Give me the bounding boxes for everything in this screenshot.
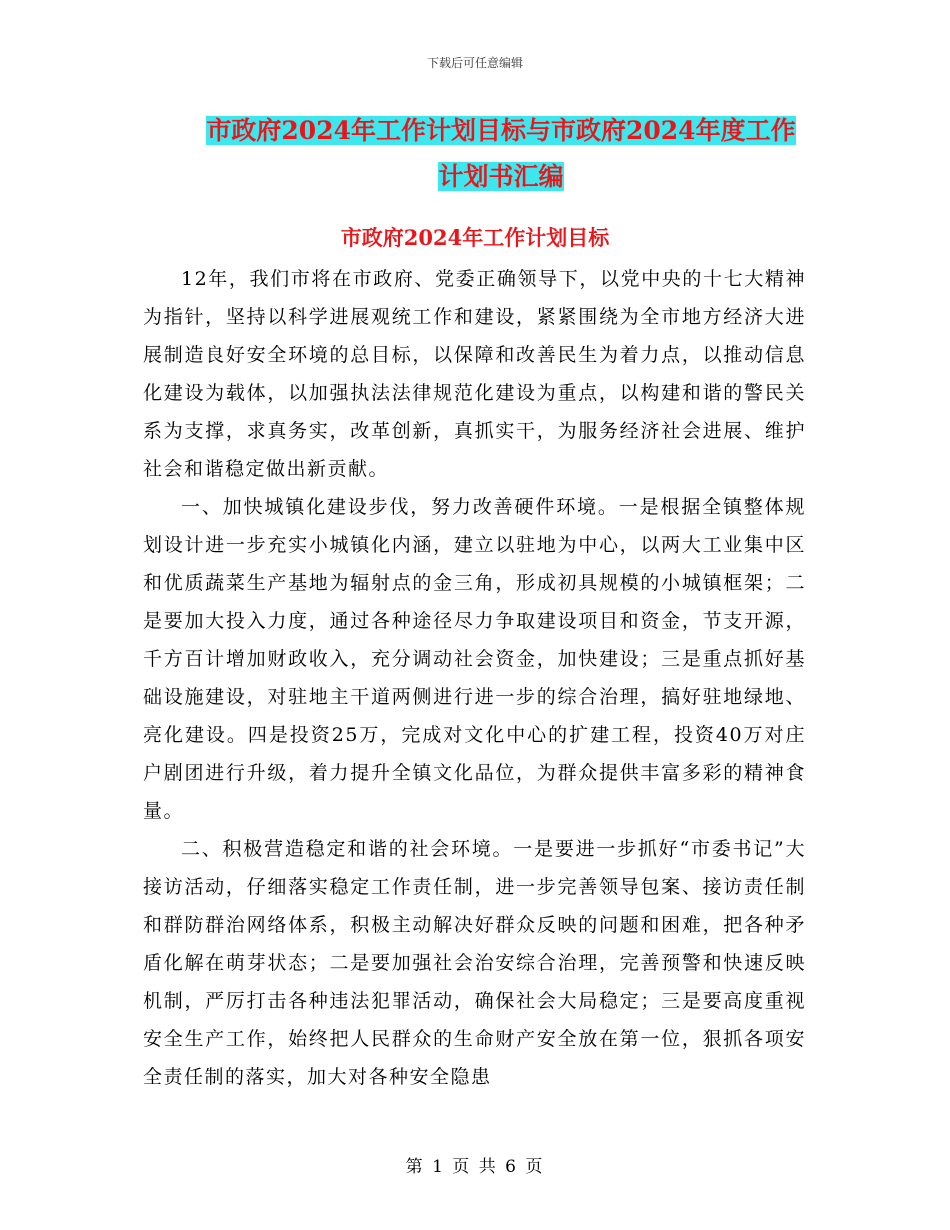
document-title-line-2: 计划书汇编 [438, 162, 564, 191]
paragraph-urbanization: 一、加快城镇化建设步伐，努力改善硬件环境。一是根据全镇整体规划设计进一步充实小城镇化内涵，建立以驻地为中心，以两大工业集中区和优质蔬菜生产基地为辐射点的金三角，形成初具规模的小城镇框架；二是要加大投入力度，通过各种途径尽力争取建设项目和资金，节支开源，千方百计增加财政收入，充分调动社会资金，加快建设；三是重点抓好基础设施建设，对驻地主干道两侧进行进一步的综合治理，搞好驻地绿地、亮化建设。四是投资25万，完成对文化中心的扩建工程，投资40万对庄户剧团进行升级，着力提升全镇文化品位，为群众提供丰富多彩的精神食量。 [143, 496, 806, 822]
document-body [143, 260, 806, 1096]
header-note: 下载后可任意编辑 [426, 56, 523, 70]
section-title: 市政府2024年工作计划目标 [340, 225, 610, 250]
document-title-line-1: 市政府2024年工作计划目标与市政府2024年度工作 [206, 116, 796, 145]
paragraph-social-stability: 二、积极营造稳定和谐的社会环境。一是要进一步抓好“市委书记”大接访活动，仔细落实稳定工作责任制，进一步完善领导包案、接访责任制和群防群治网络体系，积极主动解决好群众反映的问题和困难，把各种矛盾化解在萌芽状态；二是要加强社会治安综合治理，完善预警和快速反映机制，严厉打击各种违法犯罪活动，确保社会大局稳定；三是要高度重视安全生产工作，始终把人民群众的生命财产安全放在第一位，狠抓各项安全责任制的落实，加大对各种安全隐患 [143, 838, 806, 1088]
document-title [196, 108, 806, 200]
page-number: 第 1 页 共 6 页 [405, 1157, 545, 1177]
paragraph-intro: 12年，我们市将在市政府、党委正确领导下，以党中央的十七大精神为指针，坚持以科学进展观统工作和建设，紧紧围绕为全市地方经济大进展制造良好安全环境的总目标，以保障和改善民生为着力点，以推动信息化建设为载体，以加强执法法律规范化建设为重点，以构建和谐的警民关系为支撑，求真务实，改革创新，真抓实干，为服务经济社会进展、维护社会和谐稳定做出新贡献。 [143, 268, 806, 480]
